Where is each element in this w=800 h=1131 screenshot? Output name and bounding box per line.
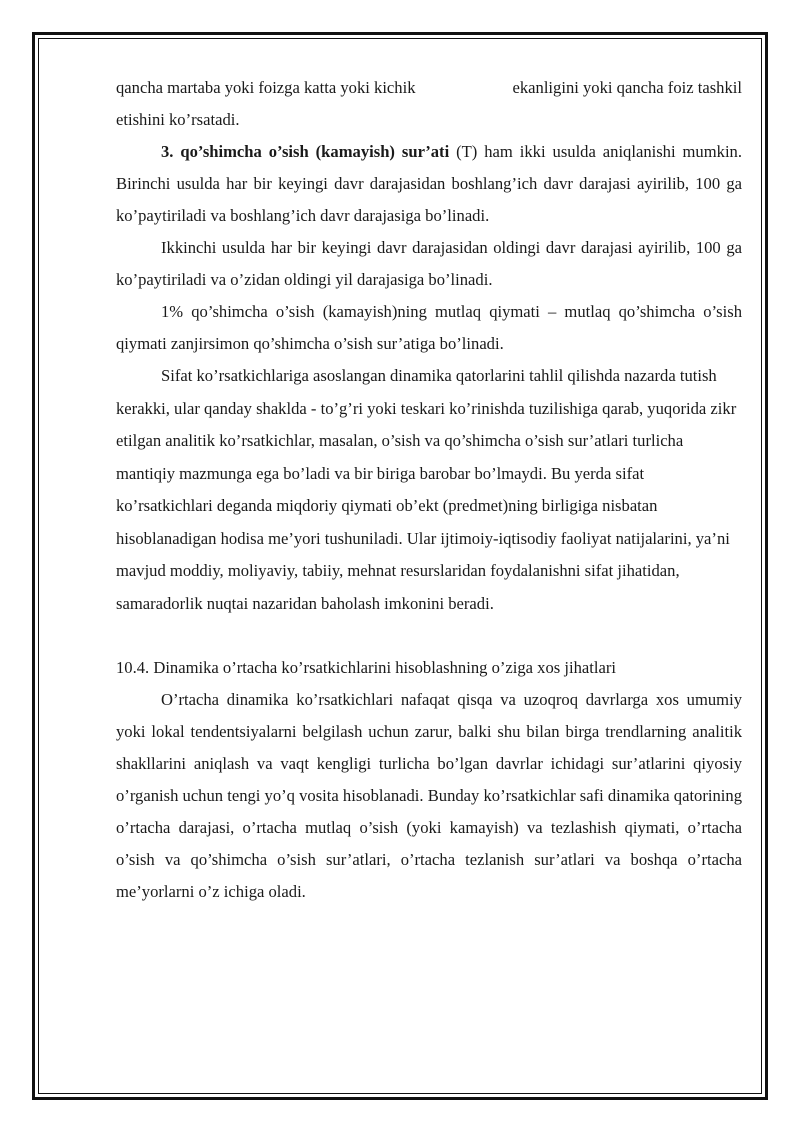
paragraph-quality-indicators: Sifat ko’rsatkichlariga asoslangan dinamika qatorlarini tahlil qilishda nazarda tutish kerakki, ular qanday shaklda - to’g’ri yoki teskari ko’rinishda tuzilishiga qarab, yuqorida zikr etilgan analitik ko’rsatkichlar, masalan, o’sish va qo’shimcha o’sish sur’atlari turlicha mantiqiy mazmunga ega bo’ladi va bir biriga barobar bo’lmaydi. Bu yerda sifat ko’rsatkichlari deganda miqdoriy qiymati ob’ekt (predmet)ning birligiga nisbatan hisoblanadigan hodisa me’yori tushuniladi. Ular ijtimoiy-iqtisodiy faoliyat natijalarini, ya’ni mavjud moddiy, moliyaviy, tabiiy, mehnat resurslaridan foydalanishni sifat jihatidan, samaradorlik nuqtai nazaridan baholash imkonini beradi. — [116, 366, 737, 613]
section-heading: 10.4. Dinamika o’rtacha ko’rsatkichlarini hisoblashning o’ziga xos jihatlari — [116, 658, 616, 677]
line-1 — [116, 72, 742, 104]
paragraph-average-indicators: O’rtacha dinamika ko’rsatkichlari nafaqat qisqa va uzoqroq davrlarga xos umumiy yoki lokal tendentsiyalarni belgilash uchun zarur, balki shu bilan birga trendlarning analitik shakllarini aniqlash va vaqt kengligi turlicha bo’lgan davrlar ichidagi sur’atlarini qiyosiy o’rganish uchun tengi yo’q vosita hisoblanadi. Bunday ko’rsatkichlar safi dinamika qatorining o’rtacha darajasi, o’rtacha mutlaq o’sish (yoki kamayish) va tezlashish qiymati, o’rtacha o’sish va qo’shimcha o’sish sur’atlari, o’rtacha tezlanish sur’atlari va boshqa o’rtacha me’yorlarni o’z ichiga oladi. — [116, 690, 742, 901]
line-2: etishini ko’rsatadi. — [116, 110, 240, 129]
blank-line — [116, 620, 742, 652]
paragraph-lead-bold: 3. qo’shimcha o’sish (kamayish) sur’ati — [161, 142, 450, 161]
paragraph-absolute-value: 1% qo’shimcha o’sish (kamayish)ning mutlaq qiymati – mutlaq qo’shimcha o’sish qiymati zanjirsimon qo’shimcha o’sish sur’atiga bo’linadi. — [116, 302, 742, 353]
line-1-left: qancha martaba yoki foizga katta yoki kichik — [116, 78, 416, 97]
page-content — [116, 72, 742, 908]
paragraph-rest: (T) ham ikki usulda aniqlanishi mumkin. Birinchi usulda har bir keyingi davr darajasidan boshlang’ich davr darajasi ayirilib, 100 ga ko’paytiriladi va boshlang’ich davr darajasiga bo’linadi. — [116, 142, 742, 225]
line-1-right: ekanligini yoki qancha foiz tashkil — [512, 78, 742, 97]
paragraph-additional-growth-rate — [116, 136, 742, 232]
paragraph-second-method: Ikkinchi usulda har bir keyingi davr darajasidan oldingi davr darajasi ayirilib, 100 ga ko’paytiriladi va o’zidan oldingi yil darajasiga bo’linadi. — [116, 238, 742, 289]
